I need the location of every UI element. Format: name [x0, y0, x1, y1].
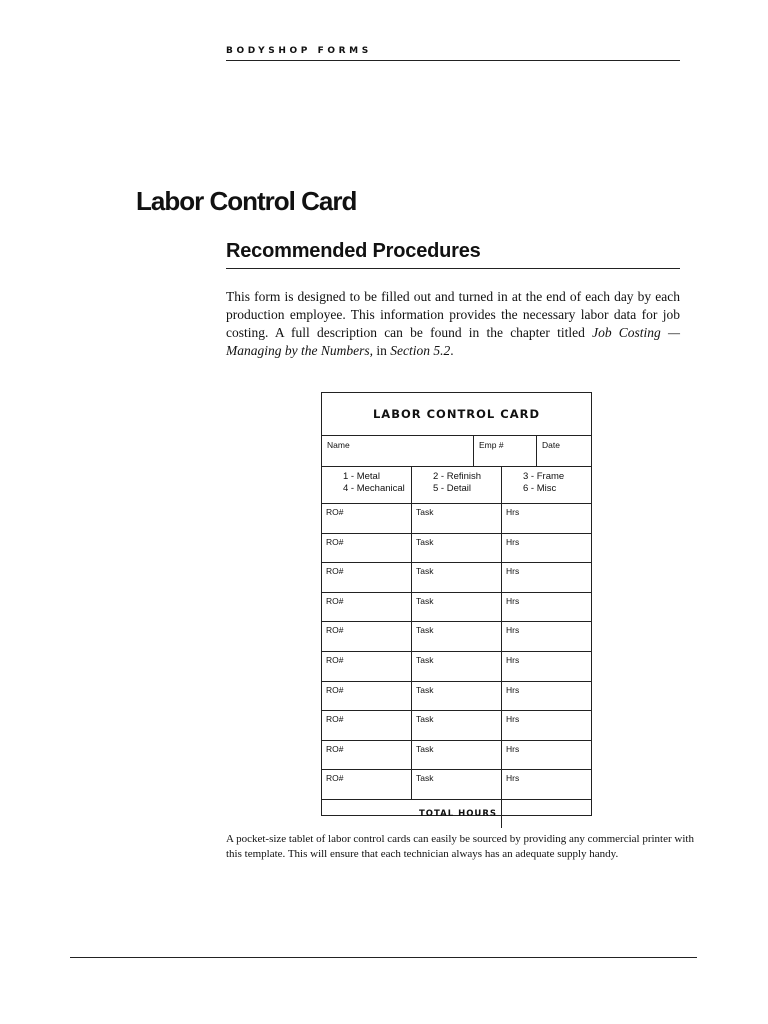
codes-column-1: [322, 467, 412, 503]
task-row: [322, 622, 591, 652]
codes-column-3: [502, 467, 591, 503]
ro-cell: RO#: [322, 622, 412, 651]
hrs-cell: Hrs: [506, 684, 520, 695]
section-heading: Recommended Procedures: [226, 240, 680, 269]
hrs-cell: Hrs: [506, 566, 520, 577]
code-metal: 1 - Metal: [343, 471, 380, 482]
intro-text: This form is designed to be filled out and turned in at the end of each day by each production employee. This information provides the necessary labor data for job costing. A full description can be found in the chapter titled: [226, 289, 680, 340]
task-cell: Task: [412, 682, 502, 711]
task-row: [322, 593, 591, 623]
task-cell: Task: [412, 711, 502, 740]
ro-cell: RO#: [322, 652, 412, 681]
total-hours-row: [322, 800, 591, 828]
task-cell: Task: [412, 622, 502, 651]
task-cell: Task: [412, 593, 502, 622]
task-cell: Task: [412, 504, 502, 533]
task-row: [322, 504, 591, 534]
card-title: LABOR CONTROL CARD: [322, 393, 591, 436]
labor-control-card: [321, 392, 592, 819]
task-row: [322, 682, 591, 712]
task-row: [322, 770, 591, 800]
task-cell: Task: [412, 741, 502, 770]
task-row: [322, 534, 591, 564]
task-rows: [322, 504, 591, 800]
total-hours-value: [502, 800, 591, 828]
ro-cell: RO#: [322, 563, 412, 592]
task-row: [322, 652, 591, 682]
task-cell: Task: [412, 563, 502, 592]
code-misc: 6 - Misc: [523, 483, 557, 494]
task-row: [322, 563, 591, 593]
task-cell: Task: [412, 652, 502, 681]
ro-cell: RO#: [322, 741, 412, 770]
hrs-cell: Hrs: [506, 714, 520, 725]
hrs-cell: Hrs: [506, 773, 520, 784]
section-reference: Section 5.2: [390, 343, 451, 358]
ro-cell: RO#: [322, 593, 412, 622]
card-meta-row: [322, 436, 591, 467]
codes-column-2: [412, 467, 502, 503]
code-frame: 3 - Frame: [523, 471, 565, 482]
task-row: [322, 711, 591, 741]
name-field: Name: [322, 436, 474, 466]
code-detail: 5 - Detail: [433, 483, 472, 494]
code-refinish: 2 - Refinish: [433, 471, 482, 482]
chapter-title: Job Costing — Managing by the Numbers,: [226, 325, 680, 358]
intro-end: .: [450, 343, 454, 358]
footer-rule: [70, 957, 697, 958]
ro-cell: RO#: [322, 711, 412, 740]
total-hours-label: TOTAL HOURS: [322, 800, 502, 828]
note-paragraph: A pocket-size tablet of labor control cards can easily be sourced by providing any commercial printer with this template. This will ensure that each technician always has an adequate supply handy.: [226, 833, 694, 860]
task-cell: Task: [412, 534, 502, 563]
intro-mid: in: [372, 343, 391, 358]
task-cell: Task: [412, 770, 502, 799]
hrs-cell: Hrs: [506, 595, 520, 606]
ro-cell: RO#: [322, 504, 412, 533]
hrs-cell: Hrs: [506, 625, 520, 636]
hrs-cell: Hrs: [506, 507, 520, 517]
task-codes-row: [322, 467, 591, 504]
code-mechanical: 4 - Mechanical: [343, 483, 405, 494]
ro-cell: RO#: [322, 534, 412, 563]
hrs-cell: Hrs: [506, 536, 520, 547]
hrs-cell: Hrs: [506, 654, 520, 665]
emp-number-field: Emp #: [474, 436, 537, 466]
date-field: Date: [542, 440, 560, 450]
intro-paragraph: [226, 288, 680, 360]
hrs-cell: Hrs: [506, 743, 520, 754]
page-title: Labor Control Card: [136, 186, 357, 216]
running-header: BODYSHOP FORMS: [226, 46, 680, 61]
ro-cell: RO#: [322, 682, 412, 711]
task-row: [322, 741, 591, 771]
ro-cell: RO#: [322, 770, 412, 799]
